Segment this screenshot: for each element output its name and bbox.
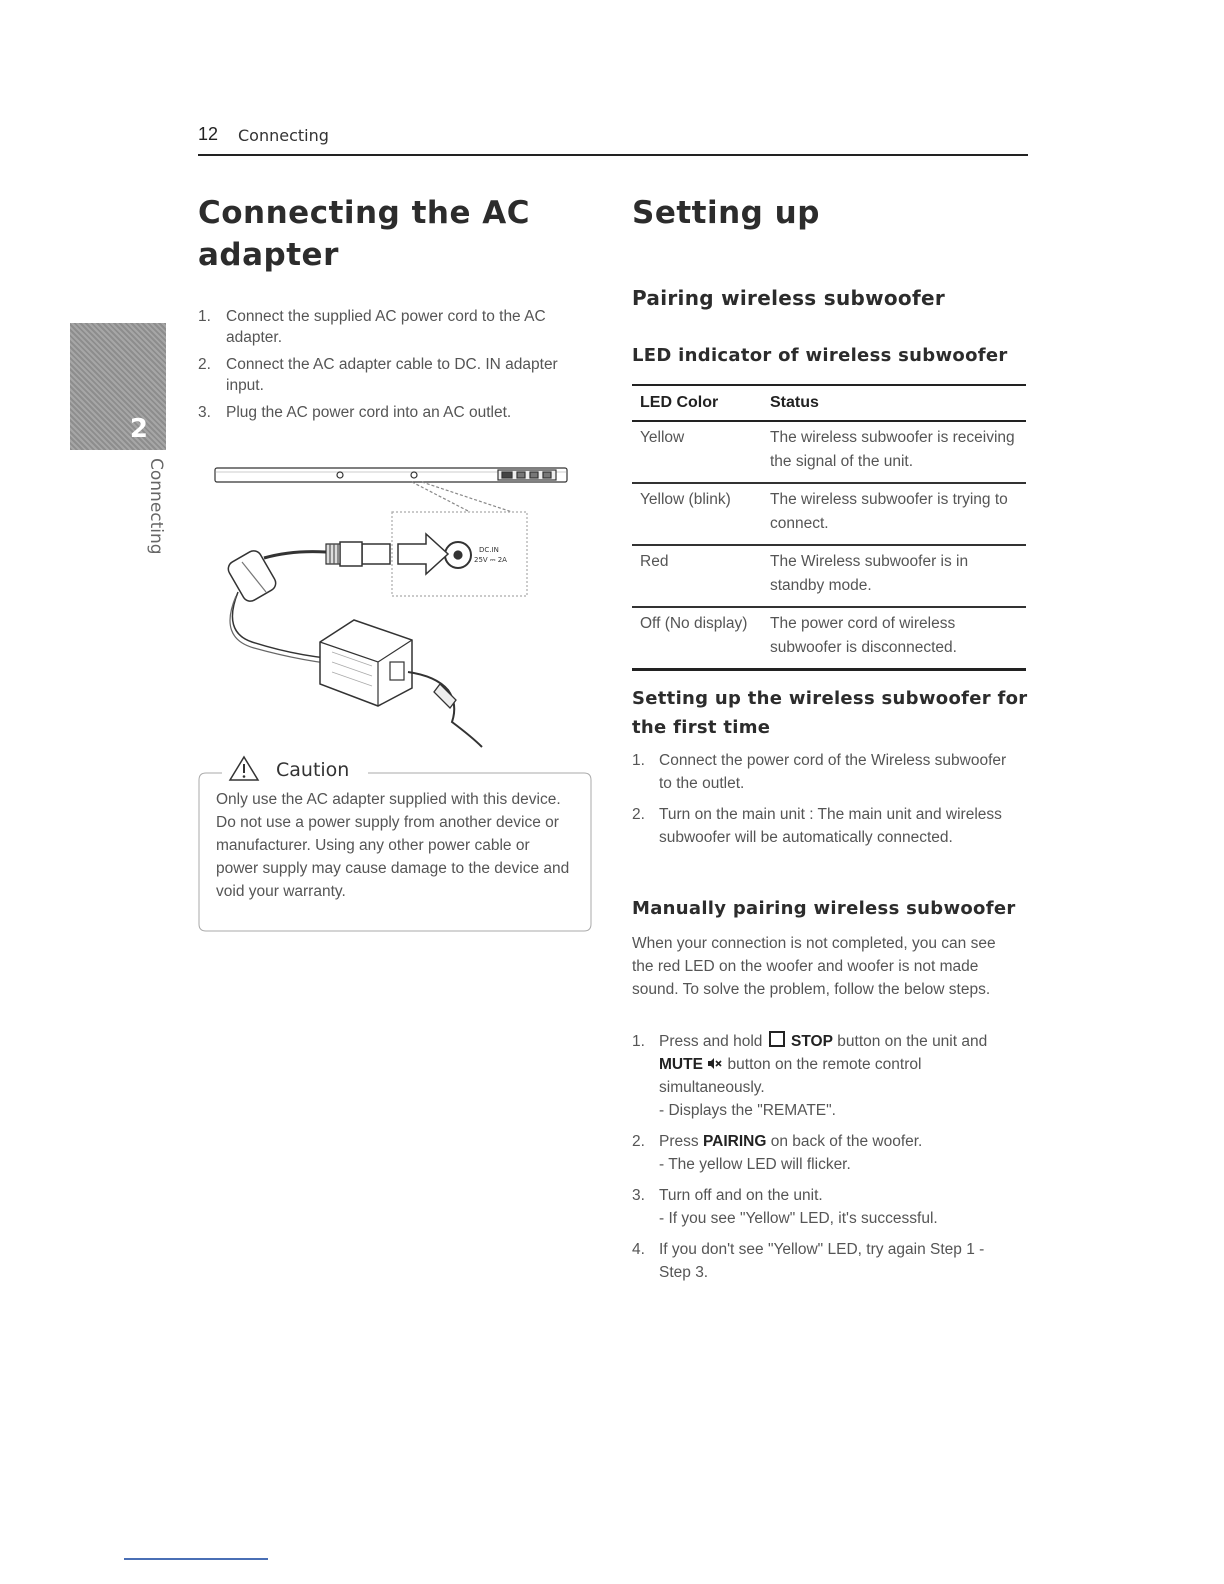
list-item xyxy=(632,803,1012,849)
chapter-label-text: Connecting xyxy=(146,458,166,555)
list-item xyxy=(632,1184,1016,1230)
list-item xyxy=(632,1030,1016,1122)
mute-icon xyxy=(707,1057,723,1070)
footer-rule xyxy=(124,1558,268,1560)
column-header-status: Status xyxy=(762,385,1026,421)
manual-pairing-steps xyxy=(632,1030,1016,1292)
led-indicator-heading: LED indicator of wireless subwoofer xyxy=(632,345,1008,366)
ac-adapter-diagram xyxy=(212,462,592,752)
step-text: Plug the AC power cord into an AC outlet. xyxy=(226,404,512,421)
stop-label: STOP xyxy=(791,1033,833,1050)
step-text: If you don't see "Yellow" LED, try again Step 1 - Step 3. xyxy=(659,1241,985,1281)
caution-heading: Caution xyxy=(270,759,355,781)
step-text-mid: button on the unit and xyxy=(837,1033,988,1050)
step-number: 1. xyxy=(632,1033,645,1050)
list-item xyxy=(198,402,598,423)
step-number: 3. xyxy=(632,1187,645,1204)
first-time-setup-steps xyxy=(632,749,1012,857)
step-note: - The yellow LED will flicker. xyxy=(659,1156,851,1173)
table-row xyxy=(632,421,1026,483)
manual-pairing-intro: When your connection is not completed, you can see the red LED on the woofer and woofer is not made sound. To solve the problem, follow the below steps. xyxy=(632,935,996,998)
pairing-label: PAIRING xyxy=(702,1133,767,1150)
table-row xyxy=(632,545,1026,607)
led-indicator-table xyxy=(632,384,1026,671)
step-number: 3. xyxy=(198,404,211,421)
ac-adapter-steps xyxy=(198,306,598,429)
page-header xyxy=(198,122,1028,156)
chapter-number: 2 xyxy=(129,414,148,444)
ac-adapter-title: Connecting the AC adapter xyxy=(198,195,531,273)
led-color-cell: Red xyxy=(632,545,762,607)
caution-box xyxy=(198,759,592,932)
power-adapter-illustration xyxy=(320,620,412,706)
caution-text: Only use the AC adapter supplied with this device. Do not use a power supply from another device or manufacturer. Using any other power cable or power supply may cause damage to the device and void your warranty. xyxy=(216,791,570,900)
step-number: 2. xyxy=(632,1133,645,1150)
setting-up-title: Setting up xyxy=(632,195,820,231)
led-color-cell: Yellow (blink) xyxy=(632,483,762,545)
step-number: 1. xyxy=(632,752,645,769)
step-number: 4. xyxy=(632,1241,645,1258)
page-number: 12 xyxy=(198,124,219,144)
first-time-setup-heading: Setting up the wireless subwoofer for the first time xyxy=(632,688,1028,738)
table-header-row xyxy=(632,385,1026,421)
led-status-cell: The Wireless subwoofer is in standby mode. xyxy=(762,545,1026,607)
plug-illustration xyxy=(264,542,390,566)
step-text: Connect the power cord of the Wireless subwoofer to the outlet. xyxy=(659,752,1007,792)
stop-icon xyxy=(769,1031,785,1047)
step-text-pre: Press and hold xyxy=(659,1033,763,1050)
step-text: Turn off and on the unit. xyxy=(659,1187,823,1204)
table-row xyxy=(632,607,1026,670)
dc-in-rating: 25V ⎓ 2A xyxy=(474,556,507,564)
chapter-tab xyxy=(70,323,166,450)
table-row xyxy=(632,483,1026,545)
led-status-cell: The wireless subwoofer is trying to connect. xyxy=(762,483,1026,545)
step-text-post: on back of the woofer. xyxy=(770,1133,923,1150)
list-item xyxy=(632,1238,1016,1284)
section-title: Connecting xyxy=(238,126,329,145)
list-item xyxy=(632,1130,1016,1176)
pairing-heading: Pairing wireless subwoofer xyxy=(632,286,946,310)
list-item xyxy=(198,306,598,348)
soundbar-illustration xyxy=(215,468,567,482)
warning-triangle-icon xyxy=(228,754,260,782)
step-number: 1. xyxy=(198,308,211,325)
list-item xyxy=(198,354,598,396)
list-item xyxy=(632,749,1012,795)
step-note: - If you see "Yellow" LED, it's successful. xyxy=(659,1210,938,1227)
arrow-right-icon xyxy=(398,534,448,574)
chapter-label xyxy=(146,458,166,558)
dc-in-label: DC.IN xyxy=(479,546,499,554)
led-status-cell: The power cord of wireless subwoofer is disconnected. xyxy=(762,607,1026,670)
step-text: Turn on the main unit : The main unit and wireless subwoofer will be automatically connected. xyxy=(659,806,1002,846)
led-status-cell: The wireless subwoofer is receiving the signal of the unit. xyxy=(762,421,1026,483)
step-number: 2. xyxy=(198,356,211,373)
manual-pairing-heading: Manually pairing wireless subwoofer xyxy=(632,898,1016,919)
column-header-led-color: LED Color xyxy=(632,385,762,421)
led-color-cell: Yellow xyxy=(632,421,762,483)
step-text-pre: Press xyxy=(659,1133,699,1150)
led-color-cell: Off (No display) xyxy=(632,607,762,670)
step-text: Connect the supplied AC power cord to the AC adapter. xyxy=(226,308,546,346)
step-note: - Displays the "REMATE". xyxy=(659,1102,836,1119)
step-text-post: button on the remote control simultaneously. xyxy=(659,1056,922,1096)
step-text: Connect the AC adapter cable to DC. IN adapter input. xyxy=(226,356,558,394)
step-number: 2. xyxy=(632,806,645,823)
mute-label: MUTE xyxy=(659,1056,703,1073)
